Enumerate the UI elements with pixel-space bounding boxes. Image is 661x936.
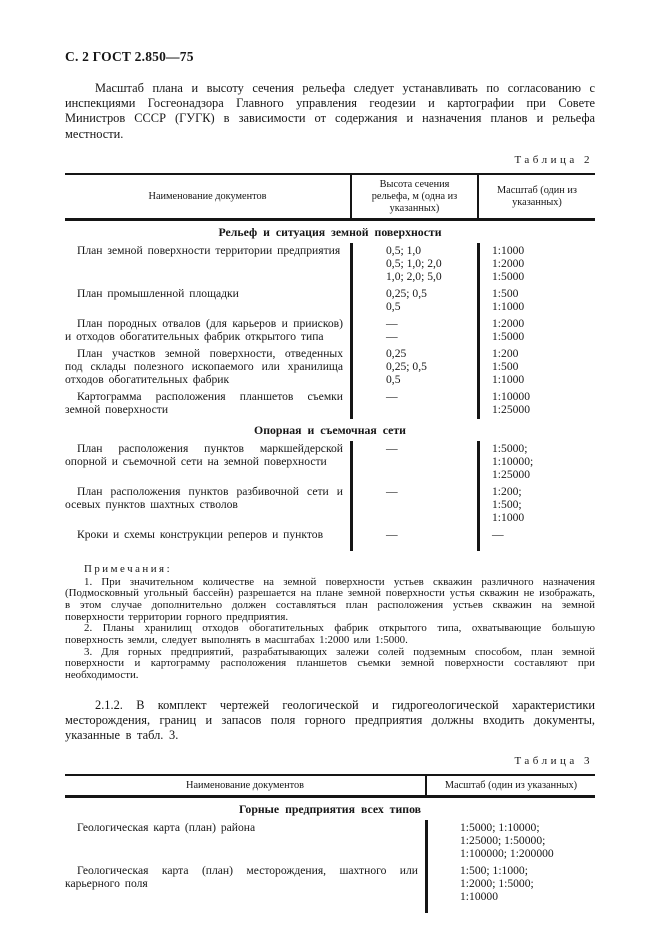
value-line: 0,5; 1,0	[386, 243, 422, 257]
value-line: 1:25000	[492, 402, 531, 416]
column-header-scale: Масштаб (один из указанных)	[477, 175, 595, 218]
value-line: 1:2000	[492, 316, 525, 330]
table-row	[65, 316, 595, 346]
value-line: 1:2000	[492, 256, 525, 270]
row-height-values	[350, 527, 477, 544]
value-line: 1:500; 1:1000;	[460, 864, 528, 878]
table-row	[65, 346, 595, 389]
row-height-values	[350, 316, 477, 346]
row-height-values	[350, 346, 477, 389]
row-scale-values	[425, 863, 595, 906]
value-line: 0,25	[386, 346, 407, 360]
row-scale-values	[477, 243, 595, 286]
value-line: 1,0; 2,0; 5,0	[386, 269, 442, 283]
row-scale-values	[477, 286, 595, 316]
table3	[65, 774, 595, 913]
row-name: План расположения пунктов разбивочной сети и осевых пунктов шахтных стволов	[65, 484, 343, 511]
value-line: —	[386, 441, 398, 455]
column-header-relief-height: Высота сечения рельефа, м (одна из указанных)	[350, 175, 477, 218]
table-row	[65, 484, 595, 527]
value-line: 1:1000	[492, 243, 525, 257]
section-title: Опорная и съемочная сети	[254, 422, 406, 437]
value-line: 1:5000; 1:10000;	[460, 821, 540, 835]
value-line: 1:200;	[492, 484, 522, 498]
value-line: 1:100000; 1:200000	[460, 847, 554, 861]
value-line: 0,5; 1,0; 2,0	[386, 256, 442, 270]
value-line: 1:2000; 1:5000;	[460, 877, 534, 891]
value-line: 1:25000; 1:50000;	[460, 834, 546, 848]
note-item: 3. Для горных предприятий, разрабатывающих залежи солей подземным способом, план земной поверхности и картограмму расположения планшетов съемки земной поверхности составляют при необходимости.	[65, 645, 595, 682]
table-row	[65, 243, 595, 286]
page-header: С. 2 ГОСТ 2.850—75	[65, 49, 194, 64]
table-row-spacer	[65, 906, 595, 913]
table3-caption: Таблица 3	[514, 755, 593, 768]
value-line: 0,5	[386, 372, 401, 386]
value-line: —	[386, 329, 398, 343]
table-row-spacer	[65, 544, 595, 551]
row-name: Кроки и схемы конструкции реперов и пунктов	[77, 527, 324, 541]
value-line: 1:10000	[492, 389, 531, 403]
intro-paragraph: Масштаб плана и высоту сечения рельефа следует устанавливать по согласованию с инспекциями Госгеонадзора Главного управления геодезии и картографии при Совете Министров СССР (ГУГК) в зависимости от содержания и назначения планов и рельефа местности.	[65, 81, 595, 141]
row-height-values	[350, 484, 477, 527]
row-height-values	[350, 389, 477, 419]
value-line: 1:500;	[492, 497, 522, 511]
value-line: 0,5	[386, 299, 401, 313]
table-row	[65, 863, 595, 906]
row-name: Геологическая карта (план) месторождения, шахтного или карьерного поля	[65, 864, 418, 891]
column-header-documents: Наименование документов	[186, 780, 304, 792]
value-line: —	[386, 316, 398, 330]
value-line: 1:200	[492, 346, 519, 360]
value-line: —	[386, 527, 398, 541]
notes-label: Примечания:	[84, 562, 173, 575]
value-line: —	[386, 389, 398, 403]
row-scale-values	[477, 484, 595, 527]
table2-header-row	[65, 175, 595, 221]
row-name: План участков земной поверхности, отведенных под склады полезного ископаемого или хранилища отходов обогатительных фабрик	[65, 346, 343, 386]
row-scale-values	[477, 527, 595, 544]
paragraph-212: 2.1.2. В комплект чертежей геологической и гидрогеологической характеристики месторождения, границ и запасов поля горного предприятия должны входить документы, указанные в табл. 3.	[65, 697, 595, 743]
table-row	[65, 286, 595, 316]
table2-caption: Таблица 2	[514, 153, 593, 166]
row-scale-values	[477, 346, 595, 389]
value-line: 1:1000	[492, 372, 525, 386]
value-line: 0,25; 0,5	[386, 359, 427, 373]
value-line: 1:1000	[492, 299, 525, 313]
row-name: План породных отвалов (для карьеров и приисков) и отходов обогатительных фабрик открытого типа	[65, 316, 343, 343]
note-item: 1. При значительном количестве на земной поверхности устьев скважин различного назначения (Подмосковный угольный бассейн) разрешается на плане земной поверхности устья скважин не изображать, в этом случае дополнительно должен составляться план расположения устьев скважин на земной поверхности территории горного предприятия.	[65, 575, 595, 623]
row-scale-values	[477, 316, 595, 346]
value-line: 1:25000	[492, 467, 531, 481]
row-name: План расположения пунктов маркшейдерской опорной и съемочной сети на земной поверхности	[65, 441, 343, 468]
table-row	[65, 389, 595, 419]
value-line: 1:10000;	[492, 454, 534, 468]
notes-section	[65, 564, 595, 682]
value-line: 1:5000	[492, 269, 525, 283]
value-line: 1:500	[492, 286, 519, 300]
value-line: 0,25; 0,5	[386, 286, 427, 300]
row-name: Геологическая карта (план) района	[77, 821, 256, 835]
row-height-values	[350, 286, 477, 316]
section-title: Рельеф и ситуация земной поверхности	[218, 224, 442, 239]
table-row	[65, 527, 595, 544]
column-header-documents: Наименование документов	[148, 190, 267, 202]
value-line: —	[386, 484, 398, 498]
table2	[65, 173, 595, 551]
table-row	[65, 441, 595, 484]
value-line: 1:5000;	[492, 441, 528, 455]
row-scale-values	[477, 441, 595, 484]
value-line: 1:5000	[492, 329, 525, 343]
row-height-values	[350, 243, 477, 286]
value-line: 1:1000	[492, 510, 525, 524]
note-item: 2. Планы хранилищ отходов обогатительных фабрик открытого типа, охватывающие большую поверхность земли, следует выполнять в масштабах 1:2000 или 1:5000.	[65, 622, 595, 647]
row-height-values	[350, 441, 477, 484]
column-header-scale: Масштаб (один из указанных)	[425, 776, 595, 795]
row-scale-values	[477, 389, 595, 419]
value-line: —	[492, 527, 504, 541]
row-name: Картограмма расположения планшетов съемки земной поверхности	[65, 389, 343, 416]
value-line: 1:10000	[460, 890, 499, 904]
row-scale-values	[425, 820, 595, 863]
table-row	[65, 820, 595, 863]
value-line: 1:500	[492, 359, 519, 373]
row-name: План промышленной площадки	[77, 286, 239, 300]
row-name: План земной поверхности территории предприятия	[77, 243, 341, 257]
section-title: Горные предприятия всех типов	[238, 802, 422, 817]
table3-header-row	[65, 776, 595, 798]
